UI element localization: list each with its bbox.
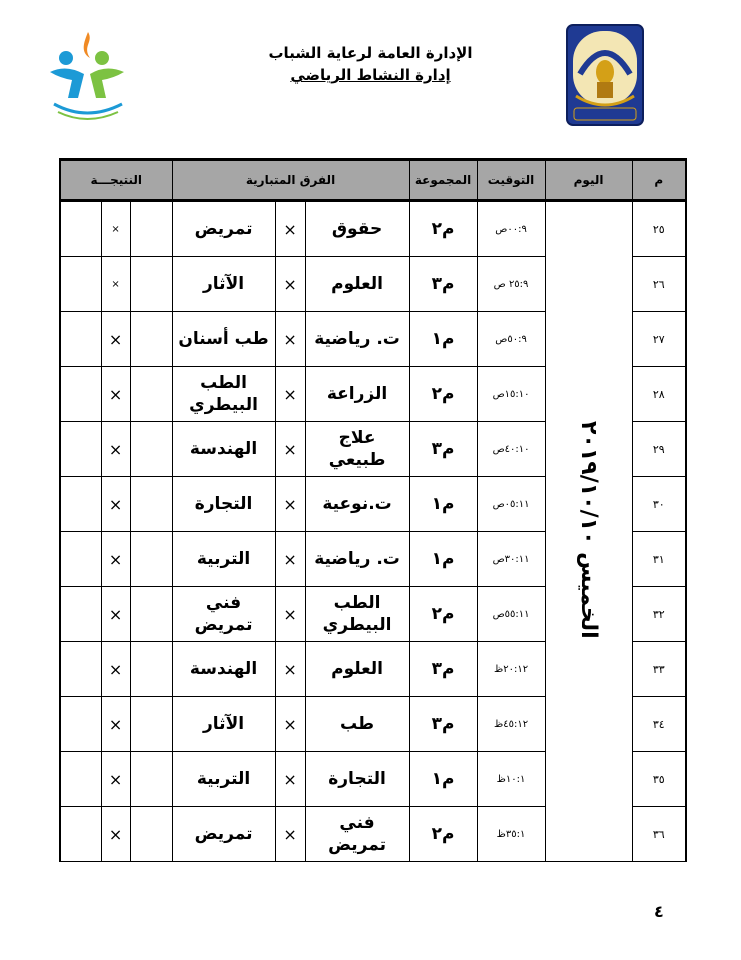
match-time: ٥٥:١١ص — [477, 587, 545, 642]
result-vs-mark: × — [101, 752, 130, 807]
team-name-line: الآثار — [203, 274, 245, 294]
result-score-away — [60, 257, 101, 312]
match-group: م٢ — [409, 807, 477, 862]
result-vs-mark: × — [101, 257, 130, 312]
match-time: ٢٥:٩ ص — [477, 257, 545, 312]
team-home — [305, 642, 409, 697]
match-group: م٣ — [409, 257, 477, 312]
result-score-home — [130, 807, 172, 862]
result-vs-mark: × — [101, 367, 130, 422]
vs-mark: × — [275, 752, 305, 807]
match-number: ٣٠ — [632, 477, 686, 532]
result-vs-mark: × — [101, 532, 130, 587]
result-score-away — [60, 752, 101, 807]
team-name-line: ت.نوعية — [322, 494, 392, 514]
match-group: م٢ — [409, 201, 477, 257]
match-time: ١٥:١٠ص — [477, 367, 545, 422]
match-number: ٣٣ — [632, 642, 686, 697]
result-score-away — [60, 367, 101, 422]
team-name-line: تمريض — [328, 835, 387, 855]
col-header-no: م — [632, 160, 686, 201]
match-number: ٣١ — [632, 532, 686, 587]
col-header-group: المجموعة — [409, 160, 477, 201]
vs-mark: × — [275, 807, 305, 862]
result-vs-mark: × — [101, 201, 130, 257]
team-name-line: التربية — [196, 769, 251, 789]
result-score-away — [60, 807, 101, 862]
team-name-line: فني — [205, 593, 242, 613]
match-time: ١٠:١ظ — [477, 752, 545, 807]
team-name-line: البيطري — [322, 615, 392, 635]
match-group: م١ — [409, 477, 477, 532]
team-name-line: طبيعي — [328, 450, 386, 470]
day-label: الخميس ٢٠١٩/١٠/١٠ — [576, 420, 602, 639]
result-score-home — [130, 477, 172, 532]
team-home — [305, 807, 409, 862]
team-name-line: الآثار — [203, 714, 245, 734]
result-vs-mark: × — [101, 807, 130, 862]
team-name-line: تمريض — [194, 615, 253, 635]
team-name-line: العلوم — [331, 659, 383, 679]
match-group: م٣ — [409, 642, 477, 697]
vs-mark: × — [275, 367, 305, 422]
match-group: م١ — [409, 752, 477, 807]
match-number: ٣٦ — [632, 807, 686, 862]
result-score-home — [130, 697, 172, 752]
team-home — [305, 422, 409, 477]
vs-mark: × — [275, 697, 305, 752]
table-row — [60, 201, 686, 257]
vs-mark: × — [275, 532, 305, 587]
team-home — [305, 587, 409, 642]
vs-mark: × — [275, 257, 305, 312]
match-time: ٠٥:١١ص — [477, 477, 545, 532]
result-score-away — [60, 312, 101, 367]
team-name-line: التجارة — [328, 769, 386, 789]
team-name-line: تمريض — [194, 219, 253, 239]
team-name-line: العلوم — [331, 274, 383, 294]
match-number: ٣٢ — [632, 587, 686, 642]
match-number: ٢٦ — [632, 257, 686, 312]
team-name-line: ت. رياضية — [314, 549, 400, 569]
result-score-away — [60, 532, 101, 587]
team-away — [172, 257, 275, 312]
vs-mark: × — [275, 587, 305, 642]
schedule-table — [59, 158, 687, 862]
match-time: ٣٠:١١ص — [477, 532, 545, 587]
vs-mark: × — [275, 477, 305, 532]
team-away — [172, 532, 275, 587]
match-group: م١ — [409, 312, 477, 367]
header-title-line1: الإدارة العامة لرعاية الشباب — [268, 44, 473, 62]
page-number: ٤ — [654, 902, 664, 921]
result-score-home — [130, 752, 172, 807]
match-time: ٠٠:٩ص — [477, 201, 545, 257]
team-name-line: طب — [340, 714, 375, 734]
team-home — [305, 697, 409, 752]
result-score-home — [130, 642, 172, 697]
result-vs-mark: × — [101, 642, 130, 697]
result-vs-mark: × — [101, 587, 130, 642]
result-vs-mark: × — [101, 422, 130, 477]
team-away — [172, 367, 275, 422]
result-score-home — [130, 422, 172, 477]
match-time: ٣٥:١ظ — [477, 807, 545, 862]
match-time: ٤٠:١٠ص — [477, 422, 545, 477]
team-name-line: ت. رياضية — [314, 329, 400, 349]
day-cell — [545, 201, 632, 862]
team-name-line: علاج — [338, 428, 376, 448]
col-header-teams: الفرق المتبارية — [172, 160, 409, 201]
match-time: ٢٠:١٢ظ — [477, 642, 545, 697]
result-score-away — [60, 697, 101, 752]
team-away — [172, 312, 275, 367]
match-number: ٢٩ — [632, 422, 686, 477]
team-away — [172, 587, 275, 642]
team-name-line: الهندسة — [189, 439, 258, 459]
team-name-line: طب أسنان — [178, 329, 269, 349]
team-name-line: التجارة — [194, 494, 253, 514]
result-score-home — [130, 201, 172, 257]
team-away — [172, 807, 275, 862]
col-header-time: التوقيت — [477, 160, 545, 201]
team-away — [172, 422, 275, 477]
team-home — [305, 477, 409, 532]
match-group: م١ — [409, 532, 477, 587]
team-name-line: البيطري — [189, 395, 258, 415]
match-number: ٢٨ — [632, 367, 686, 422]
result-score-home — [130, 532, 172, 587]
result-score-away — [60, 587, 101, 642]
vs-mark: × — [275, 312, 305, 367]
team-name-line: الطب — [333, 593, 381, 613]
team-name-line: الزراعة — [326, 384, 388, 404]
result-vs-mark: × — [101, 312, 130, 367]
header-title-line2: إدارة النشاط الرياضي — [290, 66, 451, 84]
team-name-line: التربية — [196, 549, 251, 569]
match-group: م٢ — [409, 587, 477, 642]
result-score-home — [130, 257, 172, 312]
match-group: م٣ — [409, 697, 477, 752]
result-vs-mark: × — [101, 697, 130, 752]
match-time: ٥٠:٩ص — [477, 312, 545, 367]
match-number: ٣٤ — [632, 697, 686, 752]
match-number: ٢٥ — [632, 201, 686, 257]
team-name-line: حقوق — [331, 219, 383, 239]
team-away — [172, 752, 275, 807]
team-away — [172, 201, 275, 257]
match-number: ٢٧ — [632, 312, 686, 367]
result-score-away — [60, 201, 101, 257]
match-group: م٣ — [409, 422, 477, 477]
team-name-line: فني — [339, 813, 375, 833]
result-score-home — [130, 312, 172, 367]
team-home — [305, 312, 409, 367]
team-away — [172, 642, 275, 697]
result-score-home — [130, 367, 172, 422]
vs-mark: × — [275, 642, 305, 697]
result-score-away — [60, 642, 101, 697]
university-logo — [566, 24, 644, 126]
team-name-line: تمريض — [194, 824, 253, 844]
match-group: م٢ — [409, 367, 477, 422]
team-home — [305, 752, 409, 807]
team-home — [305, 367, 409, 422]
col-header-day: اليوم — [545, 160, 632, 201]
team-away — [172, 697, 275, 752]
result-score-home — [130, 587, 172, 642]
result-score-away — [60, 477, 101, 532]
col-header-result: النتيجـــة — [60, 160, 172, 201]
table-header-row — [60, 160, 686, 201]
match-number: ٣٥ — [632, 752, 686, 807]
vs-mark: × — [275, 201, 305, 257]
match-time: ٤٥:١٢ظ — [477, 697, 545, 752]
team-home — [305, 201, 409, 257]
vs-mark: × — [275, 422, 305, 477]
team-name-line: الطب — [200, 373, 247, 393]
team-away — [172, 477, 275, 532]
result-score-away — [60, 422, 101, 477]
team-home — [305, 257, 409, 312]
result-vs-mark: × — [101, 477, 130, 532]
sports-activity-logo — [44, 28, 130, 124]
team-home — [305, 532, 409, 587]
team-name-line: الهندسة — [189, 659, 258, 679]
